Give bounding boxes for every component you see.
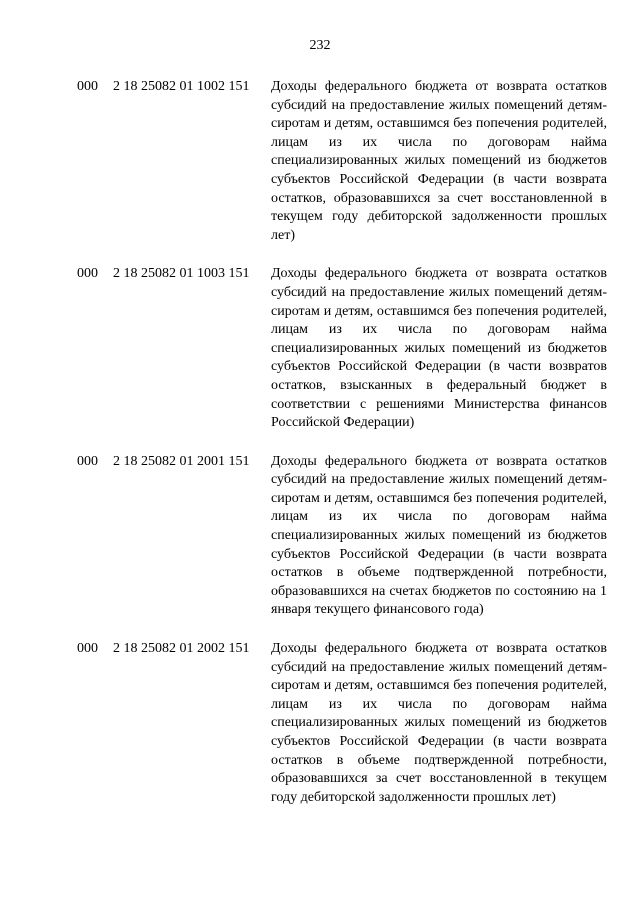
entry-description: Доходы федерального бюджета от возврата остатков субсидий на предоставление жилых помещений детям-сиротам и детям, оставшимся без попечения родителей, лицам из их числа по договорам найма специализированных жилых помещений из бюджетов субъектов Российской Федерации (в части возврата остатков, образовавшихся за счет восстановленной в текущем году дебиторской задолженности прошлых лет) <box>271 79 607 243</box>
entry <box>0 78 640 245</box>
classification-code: 2 18 25082 01 1002 151 <box>113 79 250 94</box>
entry <box>0 453 640 620</box>
entries-list <box>0 78 640 827</box>
entry-description: Доходы федерального бюджета от возврата остатков субсидий на предоставление жилых помещений детям-сиротам и детям, оставшимся без попечения родителей, лицам из их числа по договорам найма специализированных жилых помещений из бюджетов субъектов Российской Федерации (в части возврата остатков в объеме подтвержденной потребности, образовавшихся за счет восстановленной в текущем году дебиторской задолженности прошлых лет) <box>271 641 607 805</box>
entry-description: Доходы федерального бюджета от возврата остатков субсидий на предоставление жилых помещений детям-сиротам и детям, оставшимся без попечения родителей, лицам из их числа по договорам найма специализированных жилых помещений из бюджетов субъектов Российской Федерации (в части возвратов остатков, взысканных в федеральный бюджет в соответствии с решениями Министерства финансов Российской Федерации) <box>271 266 607 431</box>
entry-description: Доходы федерального бюджета от возврата остатков субсидий на предоставление жилых помещений детям-сиротам и детям, оставшимся без попечения родителей, лицам из их числа по договорам найма специализированных жилых помещений из бюджетов субъектов Российской Федерации (в части возврата остатков в объеме подтвержденной потребности, образовавшихся на счетах бюджетов по состоянию на 1 января текущего финансового года) <box>271 453 607 618</box>
admin-code: 000 <box>77 641 98 657</box>
classification-code: 2 18 25082 01 2001 151 <box>113 453 250 469</box>
entry <box>0 640 640 807</box>
classification-code: 2 18 25082 01 1003 151 <box>113 266 250 282</box>
classification-code: 2 18 25082 01 2002 151 <box>113 641 250 657</box>
admin-code: 000 <box>77 79 98 94</box>
page-number: 232 <box>309 38 331 53</box>
entry <box>0 265 640 432</box>
admin-code: 000 <box>77 453 98 469</box>
admin-code: 000 <box>77 266 98 282</box>
